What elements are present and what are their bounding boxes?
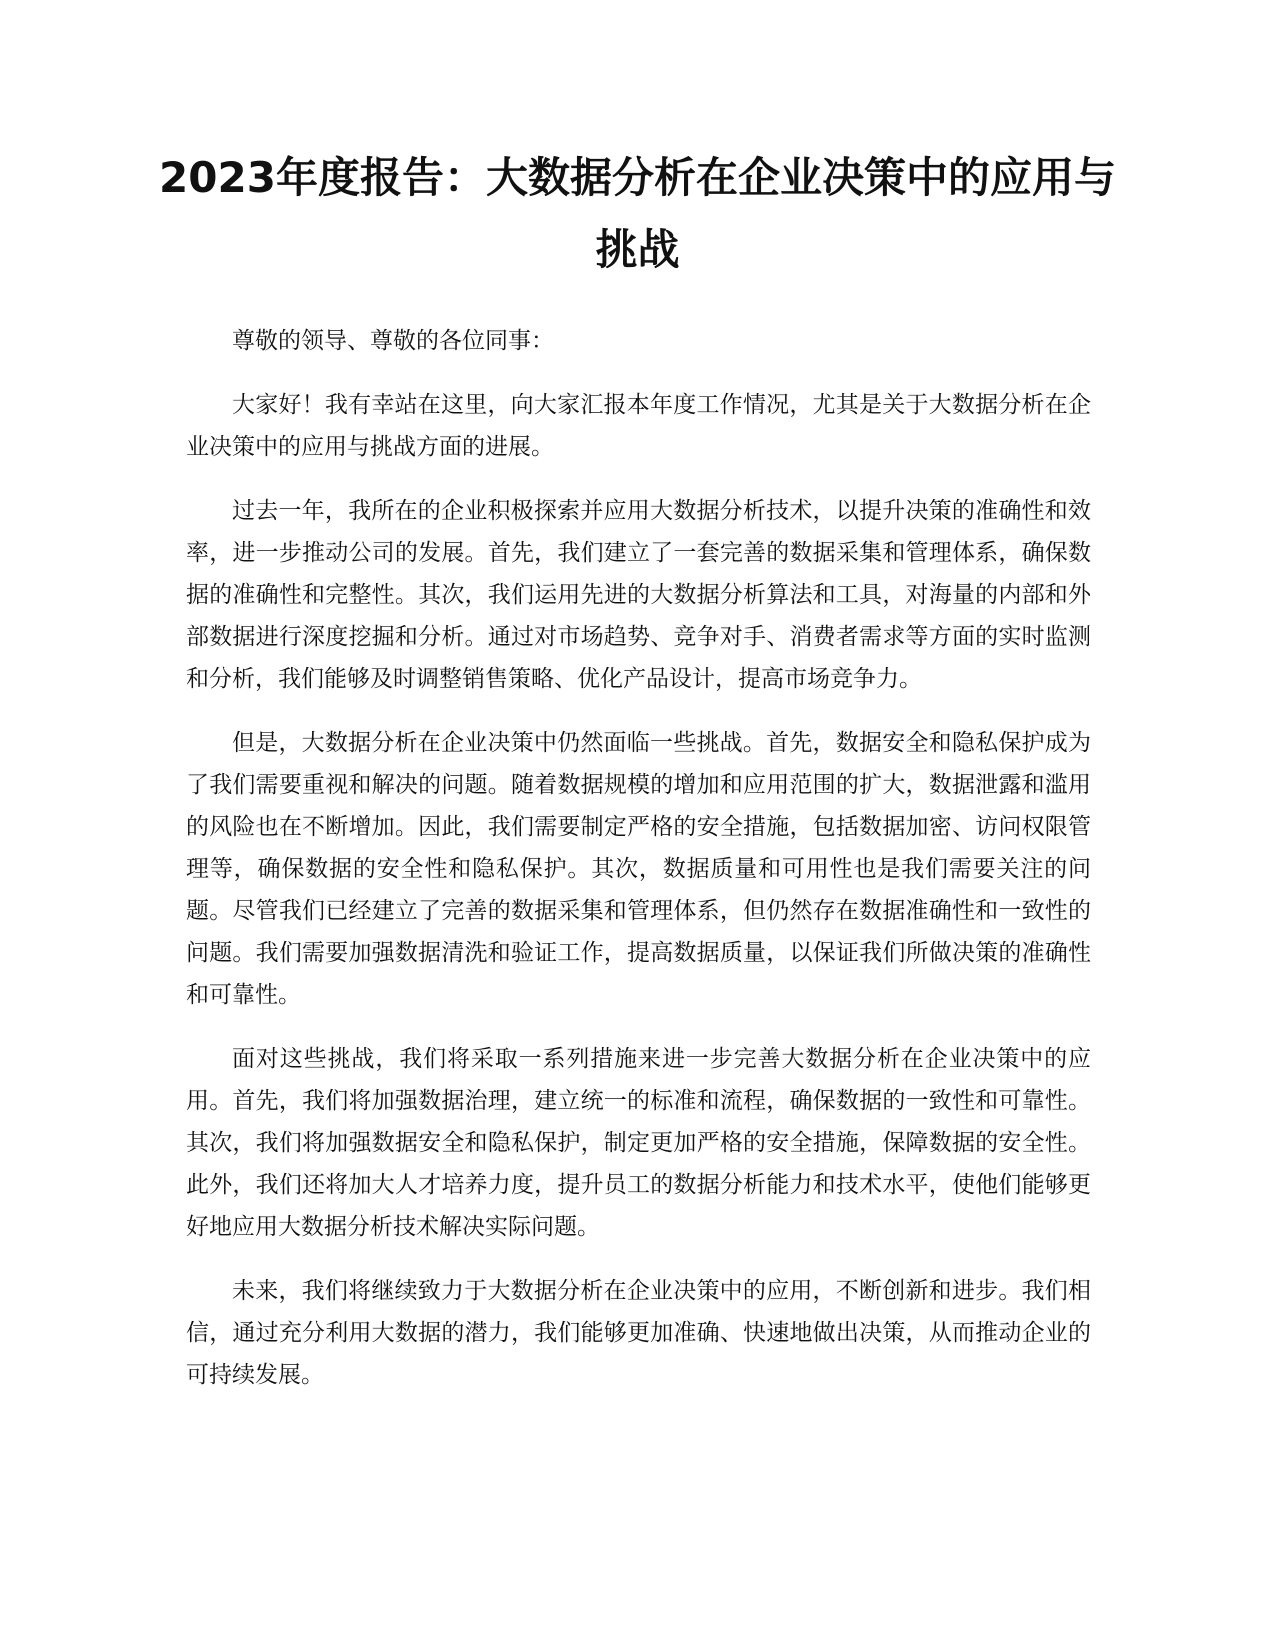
greeting-paragraph: 大家好！我有幸站在这里，向大家汇报本年度工作情况，尤其是关于大数据分析在企业决策中的应用与挑战方面的进展。	[186, 392, 1091, 460]
achievements-paragraph: 过去一年，我所在的企业积极探索并应用大数据分析技术，以提升决策的准确性和效率，进一步推动公司的发展。首先，我们建立了一套完善的数据采集和管理体系，确保数据的准确性和完整性。其次，我们运用先进的大数据分析算法和工具，对海量的内部和外部数据进行深度挖掘和分析。通过对市场趋势、竞争对手、消费者需求等方面的实时监测和分析，我们能够及时调整销售策略、优化产品设计，提高市场竞争力。	[186, 498, 1091, 692]
salutation-paragraph: 尊敬的领导、尊敬的各位同事：	[232, 328, 554, 354]
challenges-paragraph: 但是，大数据分析在企业决策中仍然面临一些挑战。首先，数据安全和隐私保护成为了我们需要重视和解决的问题。随着数据规模的增加和应用范围的扩大，数据泄露和滥用的风险也在不断增加。因此，我们需要制定严格的安全措施，包括数据加密、访问权限管理等，确保数据的安全性和隐私保护。其次，数据质量和可用性也是我们需要关注的问题。尽管我们已经建立了完善的数据采集和管理体系，但仍然存在数据准确性和一致性的问题。我们需要加强数据清洗和验证工作，提高数据质量，以保证我们所做决策的准确性和可靠性。	[186, 730, 1091, 1008]
measures-paragraph: 面对这些挑战，我们将采取一系列措施来进一步完善大数据分析在企业决策中的应用。首先，我们将加强数据治理，建立统一的标准和流程，确保数据的一致性和可靠性。其次，我们将加强数据安全和隐私保护，制定更加严格的安全措施，保障数据的安全性。此外，我们还将加大人才培养力度，提升员工的数据分析能力和技术水平，使他们能够更好地应用大数据分析技术解决实际问题。	[186, 1046, 1091, 1240]
document-body	[186, 320, 1091, 1418]
document-title: 2023年度报告：大数据分析在企业决策中的应用与挑战	[159, 153, 1116, 274]
outlook-paragraph: 未来，我们将继续致力于大数据分析在企业决策中的应用，不断创新和进步。我们相信，通过充分利用大数据的潜力，我们能够更加准确、快速地做出决策，从而推动企业的可持续发展。	[186, 1278, 1091, 1388]
